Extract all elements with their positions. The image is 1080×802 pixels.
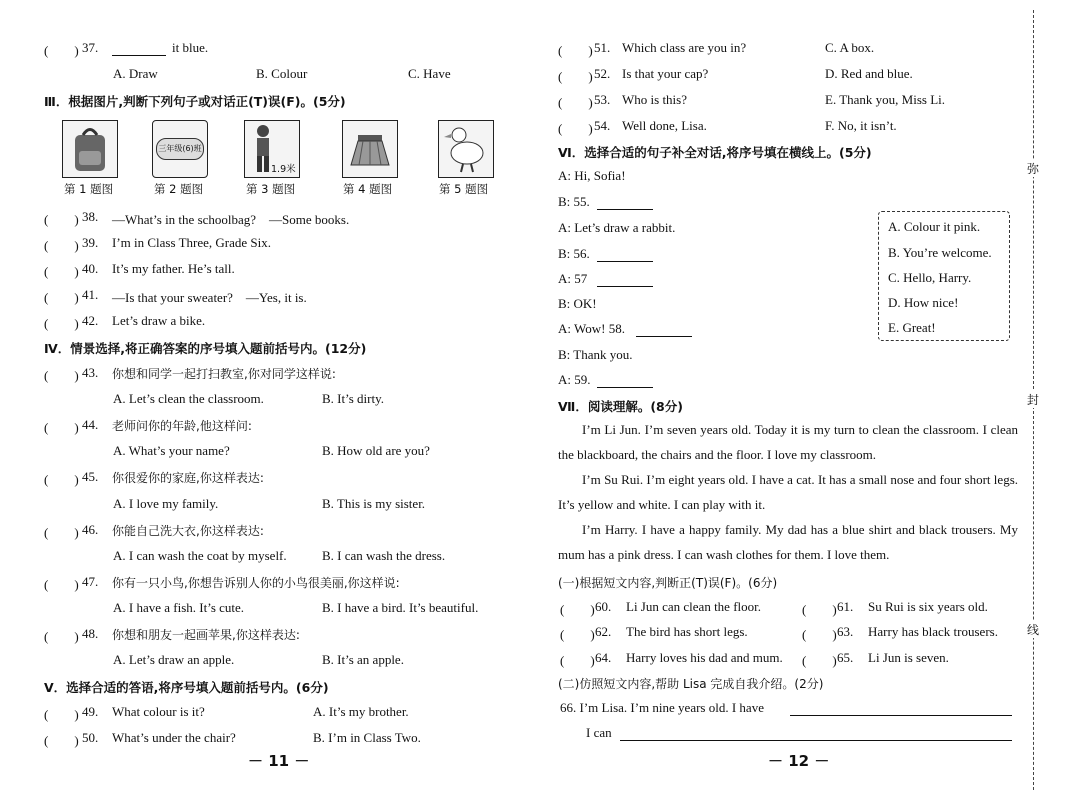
answer-paren[interactable]: ( ) bbox=[44, 472, 79, 487]
answer-paren[interactable]: ( ) bbox=[44, 733, 79, 748]
question-number: 40. bbox=[82, 261, 99, 276]
question-text: I’m in Class Three, Grade Six. bbox=[112, 235, 271, 250]
answer-paren[interactable]: ( ) bbox=[44, 316, 79, 331]
option-b: B. This is my sister. bbox=[322, 496, 426, 511]
answer-paren[interactable]: ( ) bbox=[802, 602, 837, 617]
question-number: 62. bbox=[595, 624, 612, 639]
answer-paren[interactable]: ( ) bbox=[560, 602, 595, 617]
question-number: 42. bbox=[82, 313, 99, 328]
answer-paren[interactable]: ( ) bbox=[44, 264, 79, 279]
dialog-line: B: 56. bbox=[558, 246, 590, 261]
question-number: 52. bbox=[594, 66, 611, 81]
image-caption: 第 4 题图 bbox=[343, 182, 393, 196]
option-a: A. Draw bbox=[113, 66, 158, 81]
answer-paren[interactable]: ( ) bbox=[44, 577, 79, 592]
answer-option: C. A box. bbox=[825, 40, 875, 55]
section-title: Ⅳ．情景选择,将正确答案的序号填入题前括号内。(12分) bbox=[44, 341, 367, 356]
page-number: － 12 － bbox=[768, 752, 830, 770]
reading-paragraph: I’m Su Rui. I’m eight years old. I have a cat. It has a small nose and four short legs. It’s yellow and white. I can play with it. bbox=[558, 472, 1018, 512]
class-sign-image bbox=[152, 120, 208, 178]
answer-option: F. No, it isn’t. bbox=[825, 118, 897, 133]
question-number: 45. bbox=[82, 469, 99, 484]
answer-paren[interactable]: ( ) bbox=[44, 43, 79, 58]
option-a: A. I have a fish. It’s cute. bbox=[113, 600, 245, 615]
image-caption: 第 5 题图 bbox=[439, 182, 489, 196]
duck-image bbox=[438, 120, 494, 178]
section-title: Ⅲ．根据图片,判断下列句子或对话正(T)误(F)。(5分) bbox=[44, 94, 346, 109]
option-b: B. I have a bird. It’s beautiful. bbox=[322, 600, 479, 615]
answer-option: E. Thank you, Miss Li. bbox=[825, 92, 946, 107]
question-text: 你能自己洗大衣,你这样表达: bbox=[112, 524, 264, 538]
question-text: —What’s in the schoolbag? —Some books. bbox=[112, 212, 350, 227]
question-text: Which class are you in? bbox=[622, 40, 747, 55]
question-text: I can bbox=[586, 725, 612, 740]
dialog-line: B: OK! bbox=[558, 296, 597, 311]
option-item: A. Colour it pink. bbox=[888, 219, 981, 234]
option-b: B. How old are you? bbox=[322, 443, 430, 458]
question-number: 65. bbox=[837, 650, 854, 665]
subsection-title: (二)仿照短文内容,帮助 Lisa 完成自我介绍。(2分) bbox=[558, 677, 824, 691]
dialog-line: A: 57 bbox=[558, 271, 588, 286]
question-text: Li Jun can clean the floor. bbox=[626, 599, 762, 614]
answer-paren[interactable]: ( ) bbox=[558, 43, 593, 58]
question-text: Harry has black trousers. bbox=[868, 624, 998, 639]
question-number: 53. bbox=[594, 92, 611, 107]
writing-line[interactable] bbox=[790, 700, 1012, 716]
question-number: 60. bbox=[595, 599, 612, 614]
duck-icon bbox=[439, 121, 493, 177]
height-label: 1.9米 bbox=[271, 164, 296, 175]
fill-blank[interactable] bbox=[597, 271, 653, 287]
option-a: A. I can wash the coat by myself. bbox=[113, 548, 287, 563]
skirt-icon bbox=[343, 121, 397, 177]
question-text: Well done, Lisa. bbox=[622, 118, 707, 133]
answer-paren[interactable]: ( ) bbox=[558, 69, 593, 84]
question-text: Harry loves his dad and mum. bbox=[626, 650, 783, 665]
answer-option: D. Red and blue. bbox=[825, 66, 913, 81]
option-c: C. Have bbox=[408, 66, 451, 81]
answer-paren[interactable]: ( ) bbox=[802, 653, 837, 668]
skirt-image bbox=[342, 120, 398, 178]
question-number: 38. bbox=[82, 209, 99, 224]
option-b: B. I can wash the dress. bbox=[322, 548, 446, 563]
question-number: 50. bbox=[82, 730, 99, 745]
question-text: Is that your cap? bbox=[622, 66, 709, 81]
option-b: B. It’s dirty. bbox=[322, 391, 384, 406]
section-title: Ⅶ．阅读理解。(8分) bbox=[558, 399, 683, 414]
image-caption: 第 2 题图 bbox=[154, 182, 204, 196]
fill-blank[interactable] bbox=[636, 321, 692, 337]
question-text: 你想和同学一起打扫教室,你对同学这样说: bbox=[112, 367, 336, 381]
image-caption: 第 1 题图 bbox=[64, 182, 114, 196]
answer-paren[interactable]: ( ) bbox=[560, 653, 595, 668]
answer-paren[interactable]: ( ) bbox=[44, 525, 79, 540]
schoolbag-image bbox=[62, 120, 118, 178]
section-title: Ⅵ．选择合适的句子补全对话,将序号填在横线上。(5分) bbox=[558, 145, 872, 160]
seal-mark: 封 bbox=[1027, 393, 1040, 407]
question-number: 54. bbox=[594, 118, 611, 133]
option-b: B. Colour bbox=[256, 66, 308, 81]
option-item: E. Great! bbox=[888, 320, 936, 335]
answer-paren[interactable]: ( ) bbox=[802, 627, 837, 642]
answer-paren[interactable]: ( ) bbox=[44, 290, 79, 305]
question-text: What colour is it? bbox=[112, 704, 205, 719]
answer-paren[interactable]: ( ) bbox=[44, 707, 79, 722]
answer-paren[interactable]: ( ) bbox=[44, 420, 79, 435]
question-number: 47. bbox=[82, 574, 99, 589]
option-a: A. I love my family. bbox=[113, 496, 219, 511]
question-text: What’s under the chair? bbox=[112, 730, 236, 745]
seal-mark: 线 bbox=[1027, 623, 1040, 637]
answer-option: A. It’s my brother. bbox=[313, 704, 409, 719]
question-text: Let’s draw a bike. bbox=[112, 313, 206, 328]
question-number: 46. bbox=[82, 522, 99, 537]
section-title: Ⅴ．选择合适的答语,将序号填入题前括号内。(6分) bbox=[44, 680, 329, 695]
option-b: B. It’s an apple. bbox=[322, 652, 404, 667]
answer-paren[interactable]: ( ) bbox=[558, 121, 593, 136]
question-text: it blue. bbox=[172, 40, 209, 55]
question-number: 39. bbox=[82, 235, 99, 250]
question-text: —Is that your sweater? —Yes, it is. bbox=[112, 290, 307, 305]
question-text: 你想和朋友一起画苹果,你这样表达: bbox=[112, 628, 300, 642]
option-a: A. Let’s clean the classroom. bbox=[113, 391, 264, 406]
question-text: 你很爱你的家庭,你这样表达: bbox=[112, 471, 264, 485]
fill-blank[interactable] bbox=[597, 194, 653, 210]
image-caption: 第 3 题图 bbox=[246, 182, 296, 196]
seal-mark: 弥 bbox=[1027, 162, 1040, 176]
dialog-line: A: Wow! 58. bbox=[558, 321, 625, 336]
question-text: The bird has short legs. bbox=[626, 624, 748, 639]
option-item: C. Hello, Harry. bbox=[888, 270, 972, 285]
page-number: － 11 － bbox=[248, 752, 310, 770]
question-text: 你有一只小鸟,你想告诉别人你的小鸟很美丽,你这样说: bbox=[112, 576, 400, 590]
question-number: 41. bbox=[82, 287, 99, 302]
answer-paren[interactable]: ( ) bbox=[44, 629, 79, 644]
question-text: Who is this? bbox=[622, 92, 687, 107]
subsection-title: (一)根据短文内容,判断正(T)误(F)。(6分) bbox=[558, 576, 778, 590]
fill-blank[interactable] bbox=[597, 372, 653, 388]
dialog-line: A: Let’s draw a rabbit. bbox=[558, 220, 676, 235]
answer-paren[interactable]: ( ) bbox=[44, 368, 79, 383]
question-text: It’s my father. He’s tall. bbox=[112, 261, 235, 276]
question-number: 43. bbox=[82, 365, 99, 380]
question-number: 37. bbox=[82, 40, 99, 55]
question-number: 61. bbox=[837, 599, 854, 614]
dialog-line: B: 55. bbox=[558, 194, 590, 209]
dialog-line: B: Thank you. bbox=[558, 347, 633, 362]
question-number: 48. bbox=[82, 626, 99, 641]
option-a: A. What’s your name? bbox=[113, 443, 230, 458]
option-item: B. You’re welcome. bbox=[888, 245, 992, 260]
question-number: 44. bbox=[82, 417, 99, 432]
question-text: 老师问你的年龄,他这样问: bbox=[112, 419, 252, 433]
boy-image bbox=[244, 120, 300, 178]
question-number: 51. bbox=[594, 40, 611, 55]
question-number: 63. bbox=[837, 624, 854, 639]
dialog-line: A: Hi, Sofia! bbox=[558, 168, 626, 183]
answer-option: B. I’m in Class Two. bbox=[313, 730, 421, 745]
fill-blank[interactable] bbox=[597, 246, 653, 262]
question-number: 49. bbox=[82, 704, 99, 719]
question-text: Li Jun is seven. bbox=[868, 650, 949, 665]
option-a: A. Let’s draw an apple. bbox=[113, 652, 235, 667]
answer-paren[interactable]: ( ) bbox=[560, 627, 595, 642]
fill-blank[interactable] bbox=[112, 40, 166, 56]
question-text: 66. I’m Lisa. I’m nine years old. I have bbox=[560, 700, 764, 715]
reading-paragraph: I’m Harry. I have a happy family. My dad has a blue shirt and black trousers. My mum has a pink dress. I can wash clothes for them. I love them. bbox=[558, 522, 1018, 562]
question-text: Su Rui is six years old. bbox=[868, 599, 988, 614]
writing-line[interactable] bbox=[620, 725, 1012, 741]
dialog-line: A: 59. bbox=[558, 372, 591, 387]
answer-paren[interactable]: ( ) bbox=[44, 212, 79, 227]
option-item: D. How nice! bbox=[888, 295, 959, 310]
schoolbag-icon bbox=[63, 121, 117, 177]
answer-paren[interactable]: ( ) bbox=[558, 95, 593, 110]
answer-paren[interactable]: ( ) bbox=[44, 238, 79, 253]
reading-paragraph: I’m Li Jun. I’m seven years old. Today it is my turn to clean the classroom. I clean the blackboard, the chairs and the floor. I love my classroom. bbox=[558, 422, 1018, 462]
class-sign-label: 三年级(6)班 bbox=[156, 138, 204, 160]
question-number: 64. bbox=[595, 650, 612, 665]
